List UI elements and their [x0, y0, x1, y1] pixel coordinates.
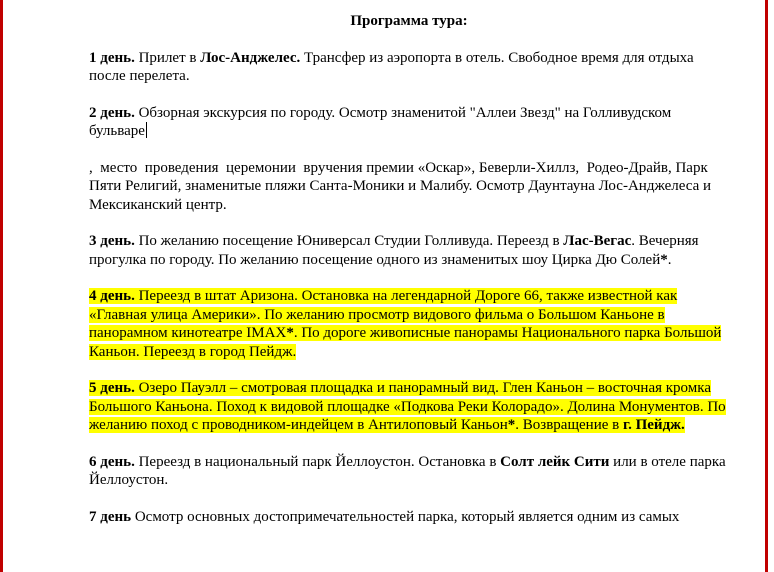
day-4-label: 4 день.	[89, 288, 135, 304]
day-7-paragraph[interactable]	[89, 508, 729, 527]
day-4-text-b: . По дороге живописные панорамы Национального парка Большой Каньон. Переезд в город Пейдж.	[89, 325, 722, 360]
day-5-text-a: Озеро Пауэлл – смотровая площадка и панорамный вид. Глен Каньон – восточная кромка Большого Каньона. Поход к видовой площадке «Подкова Реки Колорадо». Долина Монументов. По желанию поход с проводником-индейцем в Антилоповый Каньон	[89, 380, 726, 433]
day-2-label: 2 день.	[89, 104, 135, 121]
day-1-label: 1 день.	[89, 49, 135, 66]
day-1-text-b: Трансфер из аэропорта в отель. Свободное время для отдыха после перелета.	[89, 49, 694, 84]
day-2-continuation[interactable]: , место проведения церемонии вручения премии «Оскар», Беверли-Хиллз, Родео-Драйв, Парк Пяти Религий, знаменитые пляжи Санта-Моники и Малибу. Осмотр Даунтауна Лос-Анджелеса и Мексиканский центр.	[89, 159, 715, 213]
day-5-text-b: . Возвращение в	[515, 417, 623, 433]
day-5-city: г. Пейдж.	[622, 417, 685, 433]
day-3-text-c: .	[667, 251, 672, 268]
day-5-label: 5 день.	[89, 380, 135, 396]
document-body[interactable]	[89, 12, 729, 544]
day-3-text-b: . Вечерняя прогулка по городу. По желанию посещение одного из знаменитых шоу Цирка Дю Солей	[89, 233, 699, 268]
day-1-paragraph[interactable]	[89, 49, 729, 86]
day-6-text-b: или в отеле парка Йеллоустон.	[89, 453, 726, 488]
day-7-text-a: Осмотр основных достопримечательностей парка, который является одним из самых	[131, 508, 680, 525]
day-4-star: *	[286, 325, 294, 341]
day-5-paragraph[interactable]	[89, 379, 729, 435]
day-2-text-a: Обзорная экскурсия по городу. Осмотр знаменитой "Аллеи Звезд" на Голливудском бульваре	[89, 104, 672, 139]
day-3-text-a: По желанию посещение Юниверсал Студии Голливуда. Переезд в	[134, 233, 564, 249]
day-1-city: Лос-Анджелес.	[200, 49, 301, 66]
day-1-text-a: Прилет в	[134, 49, 201, 66]
text-cursor	[146, 122, 147, 138]
day-6-label: 6 день.	[89, 453, 135, 470]
day-4-paragraph[interactable]	[89, 287, 729, 361]
day-6-city: Солт лейк Сити	[500, 453, 610, 470]
day-5-star: *	[507, 417, 516, 433]
day-4-text-a: Переезд в штат Аризона. Остановка на легендарной Дороге 66, также известной как «Главная улица Америки». По желанию просмотр видового фильма о Большом Каньоне в панорамном кинотеатре IMAX	[89, 288, 678, 341]
day-3-city: Лас-Вегас	[563, 233, 632, 249]
day-3-paragraph[interactable]	[89, 232, 729, 269]
day-6-text-a: Переезд в национальный парк Йеллоустон. Остановка в	[134, 453, 501, 470]
day-7-label: 7 день	[89, 508, 132, 525]
day-3-label: 3 день.	[89, 233, 135, 249]
document-title: Программа тура:	[350, 13, 468, 29]
day-6-paragraph[interactable]	[89, 453, 729, 490]
day-2-paragraph[interactable]	[89, 104, 729, 141]
day-3-star: *	[660, 251, 668, 268]
